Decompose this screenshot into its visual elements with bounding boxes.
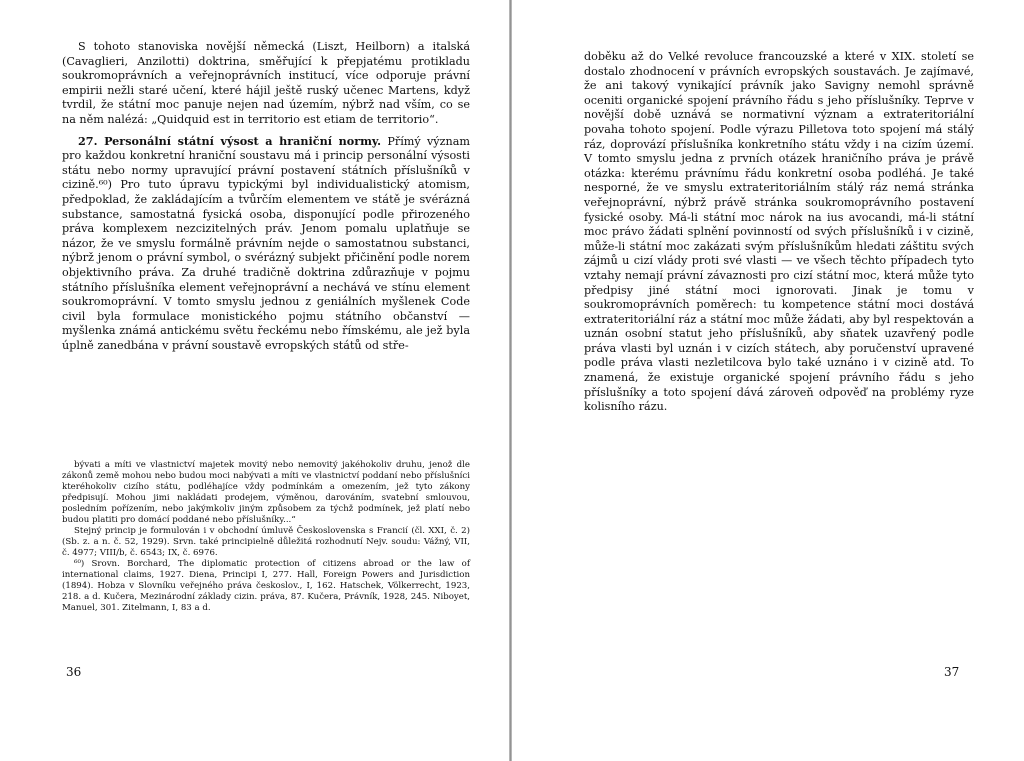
footnote: bývati a míti ve vlastnictví majetek movitý nebo nemovitý jakéhokoliv druhu, jenož dle zákonů země mohou nebo budou moci nabývati a míti ve vlastnictví poddaní nebo příslušníci kteréhokoliv cizího státu, podléhajíce vždy podmínkám a omezením, jež tyto zákony předpisují. Mohou jimi nakládati prodejem, výměnou, darováním, svatební smlouvou, posledním pořízením, nebo jakýmkoliv jiným způsobem za týchž podmínek, jež platí nebo budou platiti pro domácí poddané nebo příslušníky...“ — [62, 460, 470, 525]
section-heading: 27. Personální státní výsost a hraniční normy. — [78, 133, 382, 148]
right-page — [512, 0, 1024, 761]
footnotes — [62, 460, 470, 614]
right-main-text — [584, 50, 974, 415]
paragraph: doběku až do Velké revoluce francouzské a které v XIX. století se dostalo zhodnocení v právních evropských soustavách. Je zajímavé, že ani takový vynikající právník jako Savigny nemohl správně oceniti organické spojení právního řádu s jeho příslušníky. Teprve v novější době uznává se normativní význam a extrateritoriální povaha tohoto spojení. Podle výrazu Pilletova toto spojení má stálý ráz, doprovází příslušníka konkretního státu vždy i na cizím území. V tomto smyslu jedna z prvních otázek hraničního práva je právě otázka: kterému právnímu řádu konkretní osoba podléhá. Je také nesporné, že ve smyslu extrateritoriálním stálý ráz nemá stránka veřejnoprávní, nýbrž právě stránka soukromoprávního postavení fysické osoby. Má-li státní moc nárok na ius avocandi, má-li státní moc právo žádati splnění povinností od svých příslušníků i v cizině, může-li státní moc zakázati svým příslušníkům hledati záštitu svých zájmů u cizí vlády proti své vlasti — ve všech těchto případech tyto vztahy nemají právní závaznosti pro cizí státní moc, která může tyto předpisy jiné státní moci ignorovati. Jinak je tomu v soukromoprávních poměrech: tu kompetence státní moci dostává extrateritoriální ráz a státní moc může žádati, aby byl respektován a uznán osobní statut jeho příslušníků, aby sňatek uzavřený podle práva vlasti byl uznán i v cizích státech, aby poručenství upravené podle práva vlasti nezletilcova bylo také uznáno i v cizině atd. To znamená, že existuje organické spojení právního řádu s jeho příslušníky a toto spojení dává zároveň odpověď na problémy ryze kolisního rázu. — [584, 50, 974, 414]
paragraph-text: Přímý význam pro každou konkretní hraniční soustavu má i princip personální výsosti státu nebo normy upravující právní postavení státních příslušníků v cizině.⁶⁰) Pro tuto úpravu typickými byl individualistický atomism, předpoklad, že zakládajícím a tvůrčím elementem ve státě je svérázná substance, samostatná fysická osoba, disponující podle přirozeného práva komplexem nezcizitelných práv. Jenom pomalu uplatňuje se názor, že ve smyslu formálně právním nejde o samostatnou substanci, nýbrž jenom o právní symbol, o svérázný subjekt přičinění podle norem objektivního práva. Za druhé tradičně doktrina zdůrazňuje v pojmu státního příslušníka element veřejnoprávní a nechává ve stínu element soukromoprávní. V tomto smyslu jednou z geniálních myšlenek Code civil byla formulace monistického pojmu státního občanství — myšlenka známá antickému světu řeckému nebo římskému, ale jež byla úplně zanedbána v právní soustavě evropských států od stře- — [62, 134, 470, 352]
left-page — [0, 0, 510, 761]
paragraph — [62, 134, 470, 354]
page-number: 36 — [66, 665, 82, 679]
footnote: ⁶⁰) Srovn. Borchard, The diplomatic protection of citizens abroad or the law of international claims, 1927. Diena, Principi I, 277. Hall, Foreign Powers and Jurisdiction (1894). Hobza v Slovníku veřejného práva českoslov., I, 162. Hatschek, Völkerrecht, 1923, 218. a d. Kučera, Mezinárodní základy cizin. práva, 87. Kučera, Právník, 1928, 245. Niboyet, Manuel, 301. Zitelmann, I, 83 a d. — [62, 559, 470, 613]
footnote: Stejný princip je formulován i v obchodní úmluvě Československa s Francií (čl. XXI, č. 2) (Sb. z. a n. č. 52, 1929). Srvn. také principielně důležitá rozhodnutí Nejv. soudu: Vážný, VII, č. 4977; VIII/b, č. 6543; IX, č. 6976. — [62, 526, 470, 558]
left-main-text — [62, 40, 470, 353]
paragraph: S tohoto stanoviska novější německá (Liszt, Heilborn) a italská (Cavaglieri, Anzilotti) doktrina, směřující k přepjatému protikladu soukromoprávních a veřejnoprávních institucí, více odporuje právní empirii nežli staré učení, které hájil ještě ruský učenec Martens, když tvrdil, že státní moc panuje nejen nad územím, nýbrž nad vším, co se na něm nalézá: „Quidquid est in territorio est etiam de territorio“. — [62, 40, 470, 126]
page-number: 37 — [944, 665, 960, 679]
